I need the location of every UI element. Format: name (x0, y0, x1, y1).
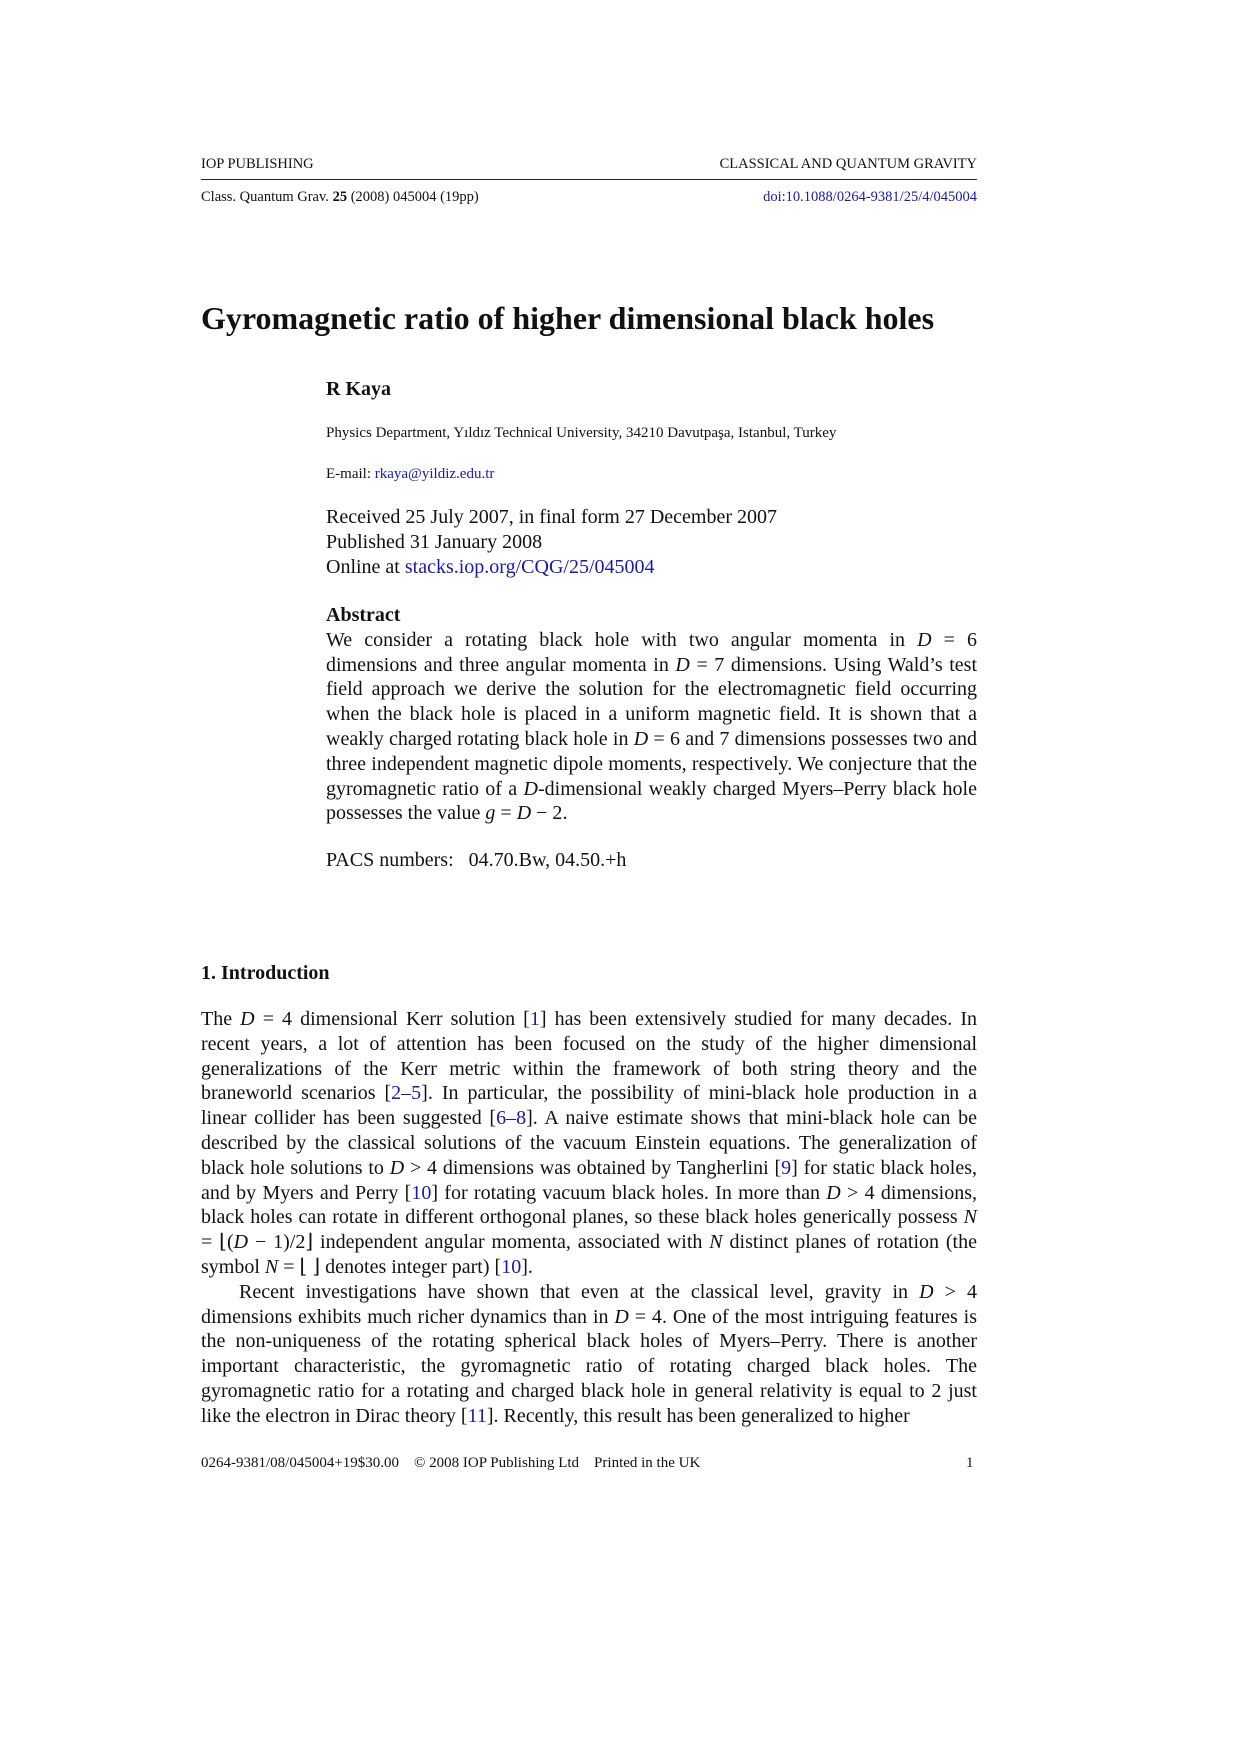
body-text (201, 1007, 977, 1429)
paragraph: Recent investigations have shown that even at the classical level, gravity in D > 4 dimensions exhibits much richer dynamics than in D = 4. One of the most intriguing features is the non-uniqueness of the rotating spherical black holes of Myers–Perry. There is another important characteristic, the gyromagnetic ratio of rotating charged black holes. The gyromagnetic ratio for a rotating and charged black hole in general relativity is equal to 2 just like the electron in Dirac theory [11]. Recently, this result has been generalized to higher (201, 1280, 978, 1427)
ref-link[interactable]: 9 (781, 1156, 792, 1179)
abstract (326, 603, 977, 826)
doi-link[interactable]: doi:10.1088/0264-9381/25/4/045004 (763, 189, 977, 205)
footer-copyright: 0264-9381/08/045004+19$30.00 © 2008 IOP Publishing Ltd Printed in the UK (201, 1455, 701, 1471)
ref-link[interactable]: 5 (411, 1082, 422, 1105)
journal-name: CLASSICAL AND QUANTUM GRAVITY (719, 156, 977, 172)
publication-dates (326, 505, 777, 580)
ref-link[interactable]: 8 (516, 1107, 527, 1130)
published-date: Published 31 January 2008 (326, 531, 543, 553)
pacs-numbers: PACS numbers: 04.70.Bw, 04.50.+h (326, 849, 627, 871)
abstract-text: We consider a rotating black hole with two angular momenta in D = 6 dimensions and three angular momenta in D = 7 dimensions. Using Wald’s test field approach we derive the solution for the electromagnetic field occurring when the black hole is placed in a uniform magnetic field. It is shown that a weakly charged rotating black hole in D = 6 and 7 dimensions possesses two and three independent magnetic dipole moments, respectively. We conjecture that the gyromagnetic ratio of a D-dimensional weakly charged Myers–Perry black hole possesses the value g = D − 2. (326, 628, 977, 825)
page-number: 1 (966, 1455, 974, 1471)
author-name: R Kaya (326, 378, 391, 400)
publisher-name: IOP PUBLISHING (201, 156, 314, 172)
ref-link[interactable]: 11 (467, 1404, 487, 1427)
online-line: Online at stacks.iop.org/CQG/25/045004 (326, 556, 655, 578)
received-date: Received 25 July 2007, in final form 27 December 2007 (326, 506, 777, 528)
online-link[interactable]: stacks.iop.org/CQG/25/045004 (404, 556, 655, 578)
affiliation: Physics Department, Yıldız Technical University, 34210 Davutpaşa, Istanbul, Turkey (326, 425, 837, 441)
ref-link[interactable]: 1 (529, 1008, 540, 1030)
paragraph: The D = 4 dimensional Kerr solution [1] has been extensively studied for many decades. In recent years, a lot of attention has been focused on the study of the higher dimensional generalizations of the Kerr metric within the framework of both string theory and the braneworld scenarios [2–5]. In particular, the possibility of mini-black hole production in a linear collider has been suggested [6–8]. A naive estimate shows that mini-black hole can be described by the classical solutions of the vacuum Einstein equations. The generalization of black hole solutions to D > 4 dimensions was obtained by Tangherlini [9] for static black holes, and by Myers and Perry [10] for rotating vacuum black holes. In more than D > 4 dimensions, black holes can rotate in different orthogonal planes, so these black holes generically possess N = ⌊(D − 1)/2⌋ independent angular momenta, associated with N distinct planes of rotation (the symbol N = ⌊ ⌋ denotes integer part) [10]. (201, 1008, 978, 1278)
email-line: E-mail: rkaya@yildiz.edu.tr (326, 466, 495, 482)
header-rule (201, 179, 977, 180)
section-heading: 1. Introduction (201, 962, 330, 984)
ref-link[interactable]: 6 (496, 1107, 507, 1130)
email-link[interactable]: rkaya@yildiz.edu.tr (374, 466, 495, 482)
ref-link[interactable]: 10 (411, 1181, 432, 1204)
citation: Class. Quantum Grav. 25 (2008) 045004 (19pp) (201, 189, 479, 205)
ref-link[interactable]: 10 (501, 1255, 522, 1278)
paper-title: Gyromagnetic ratio of higher dimensional black holes (201, 300, 935, 336)
abstract-heading: Abstract (326, 604, 401, 626)
ref-link[interactable]: 2 (391, 1082, 402, 1105)
